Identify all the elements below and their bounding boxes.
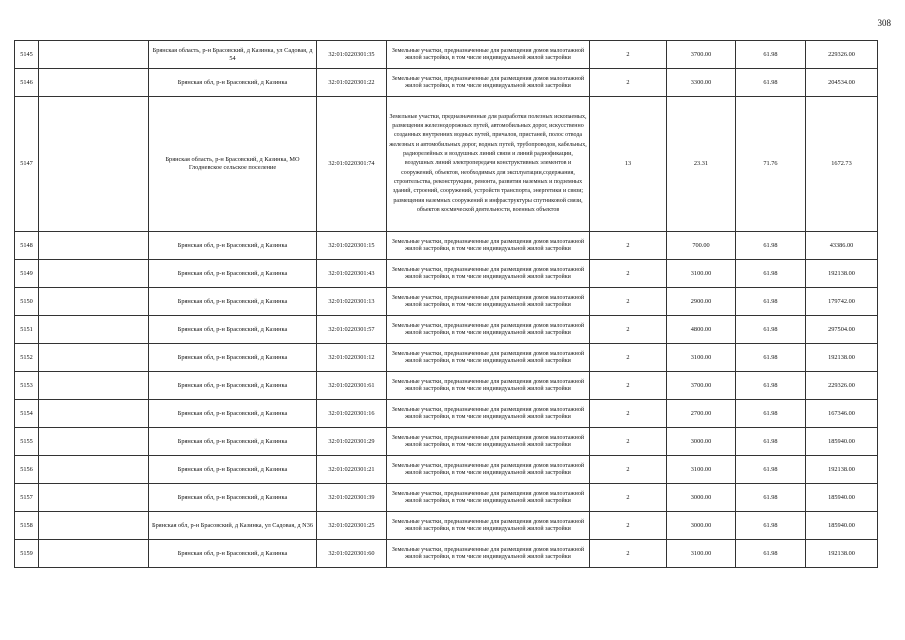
unit-value-cell: 61.98	[736, 288, 806, 316]
cadastral-number-cell: 32:01:0220301:15	[317, 232, 387, 260]
address-cell: Брянская обл, р-н Брасовский, д Казинка	[149, 69, 317, 97]
cadastral-value-cell: 204534.00	[806, 69, 878, 97]
land-use-cell: Земельные участки, предназначенные для размещения домов малоэтажной жилой застройки, в том числе индивидуальной жилой застройки	[387, 428, 590, 456]
land-use-cell: Земельные участки, предназначенные для размещения домов малоэтажной жилой застройки, в том числе индивидуальной жилой застройки	[387, 260, 590, 288]
address-cell: Брянская обл, р-н Брасовский, д Казинка	[149, 232, 317, 260]
group-cell: 2	[590, 512, 667, 540]
page-number: 308	[877, 18, 891, 28]
area-cell: 3100.00	[667, 456, 736, 484]
unit-value-cell: 61.98	[736, 41, 806, 69]
address-cell: Брянская обл, р-н Брасовский, д Казинка	[149, 400, 317, 428]
table-row	[15, 484, 878, 512]
empty-cell	[39, 344, 149, 372]
land-use-cell: Земельные участки, предназначенные для размещения домов малоэтажной жилой застройки, в том числе индивидуальной жилой застройки	[387, 232, 590, 260]
address-cell: Брянская обл, р-н Брасовский, д Казинка	[149, 260, 317, 288]
address-cell: Брянская обл, р-н Брасовский, д Казинка	[149, 428, 317, 456]
table-row	[15, 456, 878, 484]
row-number-cell: 5150	[15, 288, 39, 316]
cadastral-number-cell: 32:01:0220301:25	[317, 512, 387, 540]
group-cell: 2	[590, 69, 667, 97]
address-cell: Брянская обл, р-н Брасовский, д Казинка	[149, 456, 317, 484]
address-cell: Брянская обл, р-н Брасовский, д Казинка	[149, 372, 317, 400]
land-use-cell: Земельные участки, предназначенные для размещения домов малоэтажной жилой застройки, в том числе индивидуальной жилой застройки	[387, 41, 590, 69]
address-cell: Брянская обл, р-н Брасовский, д Казинка	[149, 316, 317, 344]
cadastral-value-cell: 192138.00	[806, 260, 878, 288]
group-cell: 2	[590, 316, 667, 344]
row-number-cell: 5152	[15, 344, 39, 372]
empty-cell	[39, 232, 149, 260]
empty-cell	[39, 372, 149, 400]
address-cell: Брянская область, р-н Брасовский, д Казинка, ул Садовая, д 54	[149, 41, 317, 69]
cadastral-value-cell: 192138.00	[806, 344, 878, 372]
empty-cell	[39, 456, 149, 484]
unit-value-cell: 61.98	[736, 344, 806, 372]
row-number-cell: 5157	[15, 484, 39, 512]
table-row	[15, 316, 878, 344]
land-use-cell: Земельные участки, предназначенные для размещения домов малоэтажной жилой застройки, в том числе индивидуальной жилой застройки	[387, 288, 590, 316]
unit-value-cell: 61.98	[736, 456, 806, 484]
cadastral-value-cell: 185940.00	[806, 428, 878, 456]
row-number-cell: 5154	[15, 400, 39, 428]
address-cell: Брянская обл, р-н Брасовский, д Казинка	[149, 344, 317, 372]
group-cell: 2	[590, 484, 667, 512]
land-use-cell: Земельные участки, предназначенные для размещения домов малоэтажной жилой застройки, в том числе индивидуальной жилой застройки	[387, 372, 590, 400]
unit-value-cell: 61.98	[736, 69, 806, 97]
cadastral-number-cell: 32:01:0220301:13	[317, 288, 387, 316]
table-row	[15, 260, 878, 288]
cadastral-number-cell: 32:01:0220301:12	[317, 344, 387, 372]
group-cell: 2	[590, 456, 667, 484]
cadastral-value-cell: 1672.73	[806, 97, 878, 232]
land-use-cell: Земельные участки, предназначенные для размещения домов малоэтажной жилой застройки, в том числе индивидуальной жилой застройки	[387, 400, 590, 428]
table-row	[15, 428, 878, 456]
table-row	[15, 344, 878, 372]
empty-cell	[39, 316, 149, 344]
cadastral-number-cell: 32:01:0220301:74	[317, 97, 387, 232]
land-use-cell: Земельные участки, предназначенные для размещения домов малоэтажной жилой застройки, в том числе индивидуальной жилой застройки	[387, 316, 590, 344]
cadastral-value-cell: 43386.00	[806, 232, 878, 260]
empty-cell	[39, 484, 149, 512]
area-cell: 3000.00	[667, 428, 736, 456]
row-number-cell: 5159	[15, 540, 39, 568]
cadastral-number-cell: 32:01:0220301:43	[317, 260, 387, 288]
land-use-cell: Земельные участки, предназначенные для размещения домов малоэтажной жилой застройки, в том числе индивидуальной жилой застройки	[387, 484, 590, 512]
row-number-cell: 5156	[15, 456, 39, 484]
table-row	[15, 512, 878, 540]
cadastral-number-cell: 32:01:0220301:29	[317, 428, 387, 456]
group-cell: 2	[590, 260, 667, 288]
row-number-cell: 5158	[15, 512, 39, 540]
row-number-cell: 5147	[15, 97, 39, 232]
cadastral-number-cell: 32:01:0220301:60	[317, 540, 387, 568]
row-number-cell: 5153	[15, 372, 39, 400]
area-cell: 3100.00	[667, 540, 736, 568]
unit-value-cell: 61.98	[736, 512, 806, 540]
unit-value-cell: 61.98	[736, 232, 806, 260]
area-cell: 3000.00	[667, 484, 736, 512]
land-use-cell: Земельные участки, предназначенные для разработки полезных ископаемых, размещения железнодорожных путей, автомобильных дорог, искусственно созданных внутренних водных путей, причалов, пристаней, полос отвода железных и автомобильных дорог, водных путей, трубопроводов, кабельных, радиорелейных и воздушных линий связи и линий радиофикации, воздушных линий электропередачи конструктивных элементов и сооружений, объектов, необходимых для эксплуатации,содержания, строительства, реконструкции, ремонта, развития наземных и подземных зданий, строений, сооружений, устройств транспорта, энергетики и связи; размещения наземных сооружений и инфраструктуры спутниковой связи, объектов космической деятельности, военных объектов	[387, 97, 590, 232]
cadastral-number-cell: 32:01:0220301:57	[317, 316, 387, 344]
cadastral-number-cell: 32:01:0220301:35	[317, 41, 387, 69]
area-cell: 2900.00	[667, 288, 736, 316]
empty-cell	[39, 428, 149, 456]
table-row	[15, 41, 878, 69]
cadastral-value-table	[14, 40, 878, 568]
group-cell: 2	[590, 540, 667, 568]
address-cell: Брянская обл, р-н Брасовский, д Казинка, ул Садовая, д N36	[149, 512, 317, 540]
cadastral-value-cell: 192138.00	[806, 456, 878, 484]
cadastral-value-cell: 179742.00	[806, 288, 878, 316]
area-cell: 2700.00	[667, 400, 736, 428]
row-number-cell: 5145	[15, 41, 39, 69]
unit-value-cell: 71.76	[736, 97, 806, 232]
group-cell: 2	[590, 428, 667, 456]
area-cell: 4800.00	[667, 316, 736, 344]
empty-cell	[39, 41, 149, 69]
area-cell: 3700.00	[667, 372, 736, 400]
cadastral-value-cell: 297504.00	[806, 316, 878, 344]
empty-cell	[39, 69, 149, 97]
address-cell: Брянская обл, р-н Брасовский, д Казинка	[149, 540, 317, 568]
address-cell: Брянская область, р-н Брасовский, д Казинка, МО Глодневское сельское поселение	[149, 97, 317, 232]
unit-value-cell: 61.98	[736, 540, 806, 568]
cadastral-value-cell: 167346.00	[806, 400, 878, 428]
table-row	[15, 400, 878, 428]
area-cell: 700.00	[667, 232, 736, 260]
land-use-cell: Земельные участки, предназначенные для размещения домов малоэтажной жилой застройки, в том числе индивидуальной жилой застройки	[387, 69, 590, 97]
cadastral-value-cell: 192138.00	[806, 540, 878, 568]
group-cell: 2	[590, 400, 667, 428]
area-cell: 3100.00	[667, 260, 736, 288]
table-row	[15, 372, 878, 400]
cadastral-number-cell: 32:01:0220301:39	[317, 484, 387, 512]
table-row	[15, 97, 878, 232]
address-cell: Брянская обл, р-н Брасовский, д Казинка	[149, 484, 317, 512]
cadastral-number-cell: 32:01:0220301:22	[317, 69, 387, 97]
area-cell: 3700.00	[667, 41, 736, 69]
land-use-cell: Земельные участки, предназначенные для размещения домов малоэтажной жилой застройки, в том числе индивидуальной жилой застройки	[387, 512, 590, 540]
cadastral-value-cell: 185940.00	[806, 484, 878, 512]
area-cell: 3300.00	[667, 69, 736, 97]
row-number-cell: 5146	[15, 69, 39, 97]
table-row	[15, 69, 878, 97]
unit-value-cell: 61.98	[736, 428, 806, 456]
row-number-cell: 5155	[15, 428, 39, 456]
unit-value-cell: 61.98	[736, 400, 806, 428]
address-cell: Брянская обл, р-н Брасовский, д Казинка	[149, 288, 317, 316]
table-row	[15, 232, 878, 260]
table-row	[15, 288, 878, 316]
unit-value-cell: 61.98	[736, 372, 806, 400]
empty-cell	[39, 97, 149, 232]
cadastral-number-cell: 32:01:0220301:61	[317, 372, 387, 400]
cadastral-number-cell: 32:01:0220301:16	[317, 400, 387, 428]
table-row	[15, 540, 878, 568]
area-cell: 3100.00	[667, 344, 736, 372]
area-cell: 3000.00	[667, 512, 736, 540]
empty-cell	[39, 400, 149, 428]
unit-value-cell: 61.98	[736, 316, 806, 344]
cadastral-value-cell: 229326.00	[806, 372, 878, 400]
land-use-cell: Земельные участки, предназначенные для размещения домов малоэтажной жилой застройки, в том числе индивидуальной жилой застройки	[387, 344, 590, 372]
empty-cell	[39, 540, 149, 568]
empty-cell	[39, 288, 149, 316]
group-cell: 2	[590, 288, 667, 316]
cadastral-value-cell: 185940.00	[806, 512, 878, 540]
unit-value-cell: 61.98	[736, 484, 806, 512]
cadastral-value-cell: 229326.00	[806, 41, 878, 69]
group-cell: 2	[590, 232, 667, 260]
group-cell: 2	[590, 344, 667, 372]
land-use-cell: Земельные участки, предназначенные для размещения домов малоэтажной жилой застройки, в том числе индивидуальной жилой застройки	[387, 540, 590, 568]
empty-cell	[39, 512, 149, 540]
row-number-cell: 5149	[15, 260, 39, 288]
area-cell: 23.31	[667, 97, 736, 232]
cadastral-number-cell: 32:01:0220301:21	[317, 456, 387, 484]
group-cell: 13	[590, 97, 667, 232]
group-cell: 2	[590, 372, 667, 400]
empty-cell	[39, 260, 149, 288]
land-use-cell: Земельные участки, предназначенные для размещения домов малоэтажной жилой застройки, в том числе индивидуальной жилой застройки	[387, 456, 590, 484]
group-cell: 2	[590, 41, 667, 69]
row-number-cell: 5151	[15, 316, 39, 344]
unit-value-cell: 61.98	[736, 260, 806, 288]
row-number-cell: 5148	[15, 232, 39, 260]
